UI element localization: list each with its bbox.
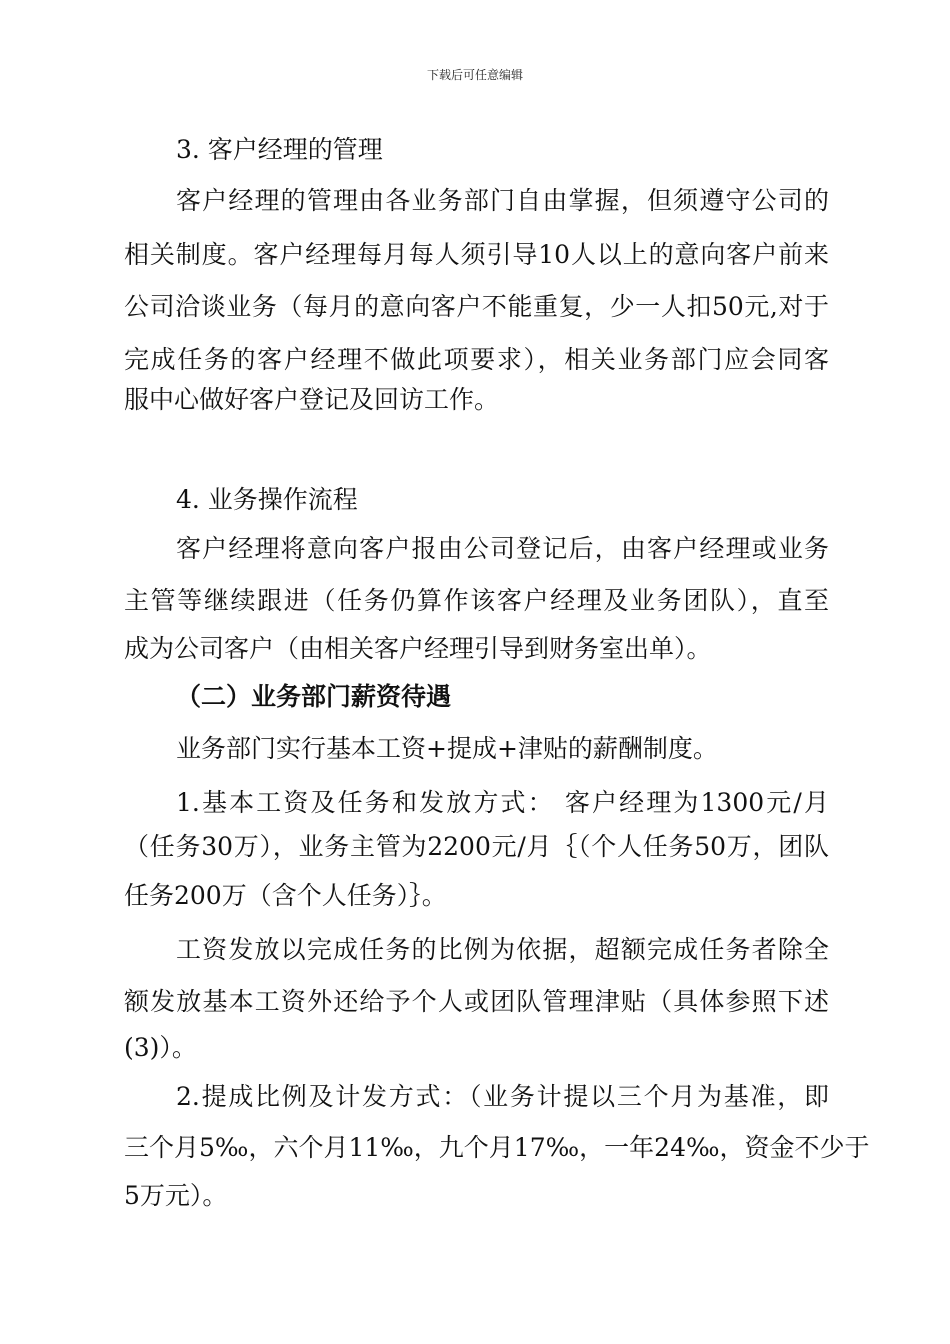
section-3-line-2: 相关制度。客户经理每月每人须引导10人以上的意向客户前来 [124,240,829,269]
section-3-line-5: 服中心做好客户登记及回访工作。 [124,385,500,414]
part-2-heading: （二）业务部门薪资待遇 [176,682,452,711]
item-1-line-1: 1.基本工资及任务和发放方式： 客户经理为1300元/月 [176,788,829,817]
item-1-para-2-line-1: 工资发放以完成任务的比例为依据，超额完成任务者除全 [176,935,829,964]
item-1-line-2: （任务30万），业务主管为2200元/月｛（个人任务50万，团队 [124,832,829,861]
section-4-line-3: 成为公司客户（由相关客户经理引导到财务室出单）。 [124,634,712,663]
item-1-para-2-line-3: (3)）。 [124,1033,197,1062]
item-2-line-2: 三个月5‰，六个月11‰，九个月17‰，一年24‰，资金不少于 [124,1133,870,1162]
item-1-para-2-line-2: 额发放基本工资外还给予个人或团队管理津贴（具体参照下述 [124,987,829,1016]
part-2-intro: 业务部门实行基本工资+提成+津贴的薪酬制度。 [176,734,718,763]
item-1-line-3: 任务200万（含个人任务）｝。 [124,881,447,910]
section-3-title: 3. 客户经理的管理 [176,135,383,164]
section-4-line-2: 主管等继续跟进（任务仍算作该客户经理及业务团队），直至 [124,586,829,615]
item-2-line-1: 2.提成比例及计发方式：（业务计提以三个月为基准，即 [176,1082,829,1111]
item-2-line-3: 5万元）。 [124,1181,228,1210]
section-3-line-1: 客户经理的管理由各业务部门自由掌握，但须遵守公司的 [176,186,829,215]
page-header: 下载后可任意编辑 [426,68,523,82]
section-3-line-3: 公司洽谈业务（每月的意向客户不能重复，少一人扣50元,对于 [124,292,829,321]
section-4-line-1: 客户经理将意向客户报由公司登记后，由客户经理或业务 [176,534,829,563]
section-4-title: 4. 业务操作流程 [176,485,358,514]
section-3-line-4: 完成任务的客户经理不做此项要求），相关业务部门应会同客 [124,345,829,374]
